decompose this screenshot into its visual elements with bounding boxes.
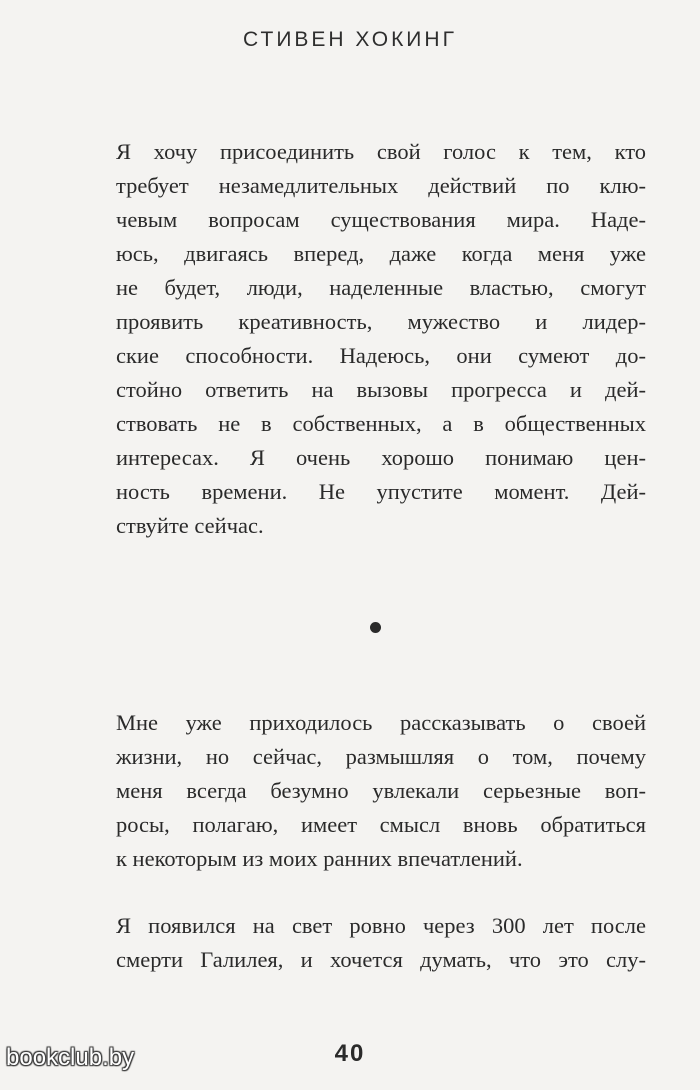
section-break-dot <box>370 622 381 633</box>
text-line: ские способности. Надеюсь, они сумеют до- <box>116 343 646 368</box>
text-line: Я хочу присоединить свой голос к тем, кто <box>116 139 646 164</box>
text-line: не будет, люди, наделенные властью, смогут <box>116 275 646 300</box>
paragraph-3 <box>116 909 646 977</box>
watermark-logo: bookclub.by <box>6 1044 135 1071</box>
text-line: к некоторым из моих ранних впечатлений. <box>116 846 523 871</box>
text-line: интересах. Я очень хорошо понимаю цен- <box>116 445 646 470</box>
text-line: меня всегда безумно увлекали серьезные воп- <box>116 778 646 803</box>
text-line: Я появился на свет ровно через 300 лет после <box>116 913 646 938</box>
text-line: Мне уже приходилось рассказывать о своей <box>116 710 646 735</box>
text-line: стойно ответить на вызовы прогресса и дей- <box>116 377 646 402</box>
text-line: проявить креативность, мужество и лидер- <box>116 309 646 334</box>
text-line: смерти Галилея, и хочется думать, что это слу- <box>116 947 646 972</box>
text-line: требует незамедлительных действий по клю- <box>116 173 646 198</box>
text-line: чевым вопросам существования мира. Наде- <box>116 207 646 232</box>
text-line: ствуйте сейчас. <box>116 513 264 538</box>
text-line: жизни, но сейчас, размышляя о том, почему <box>116 744 646 769</box>
page-number: 40 <box>334 1040 366 1067</box>
running-head: СТИВЕН ХОКИНГ <box>243 28 457 51</box>
text-line: росы, полагаю, имеет смысл вновь обратиться <box>116 812 646 837</box>
text-line: ность времени. Не упустите момент. Дей- <box>116 479 646 504</box>
text-line: юсь, двигаясь вперед, даже когда меня уже <box>116 241 646 266</box>
paragraph-1 <box>116 135 646 543</box>
text-line: ствовать не в собственных, а в общественных <box>116 411 646 436</box>
paragraph-2 <box>116 706 646 876</box>
